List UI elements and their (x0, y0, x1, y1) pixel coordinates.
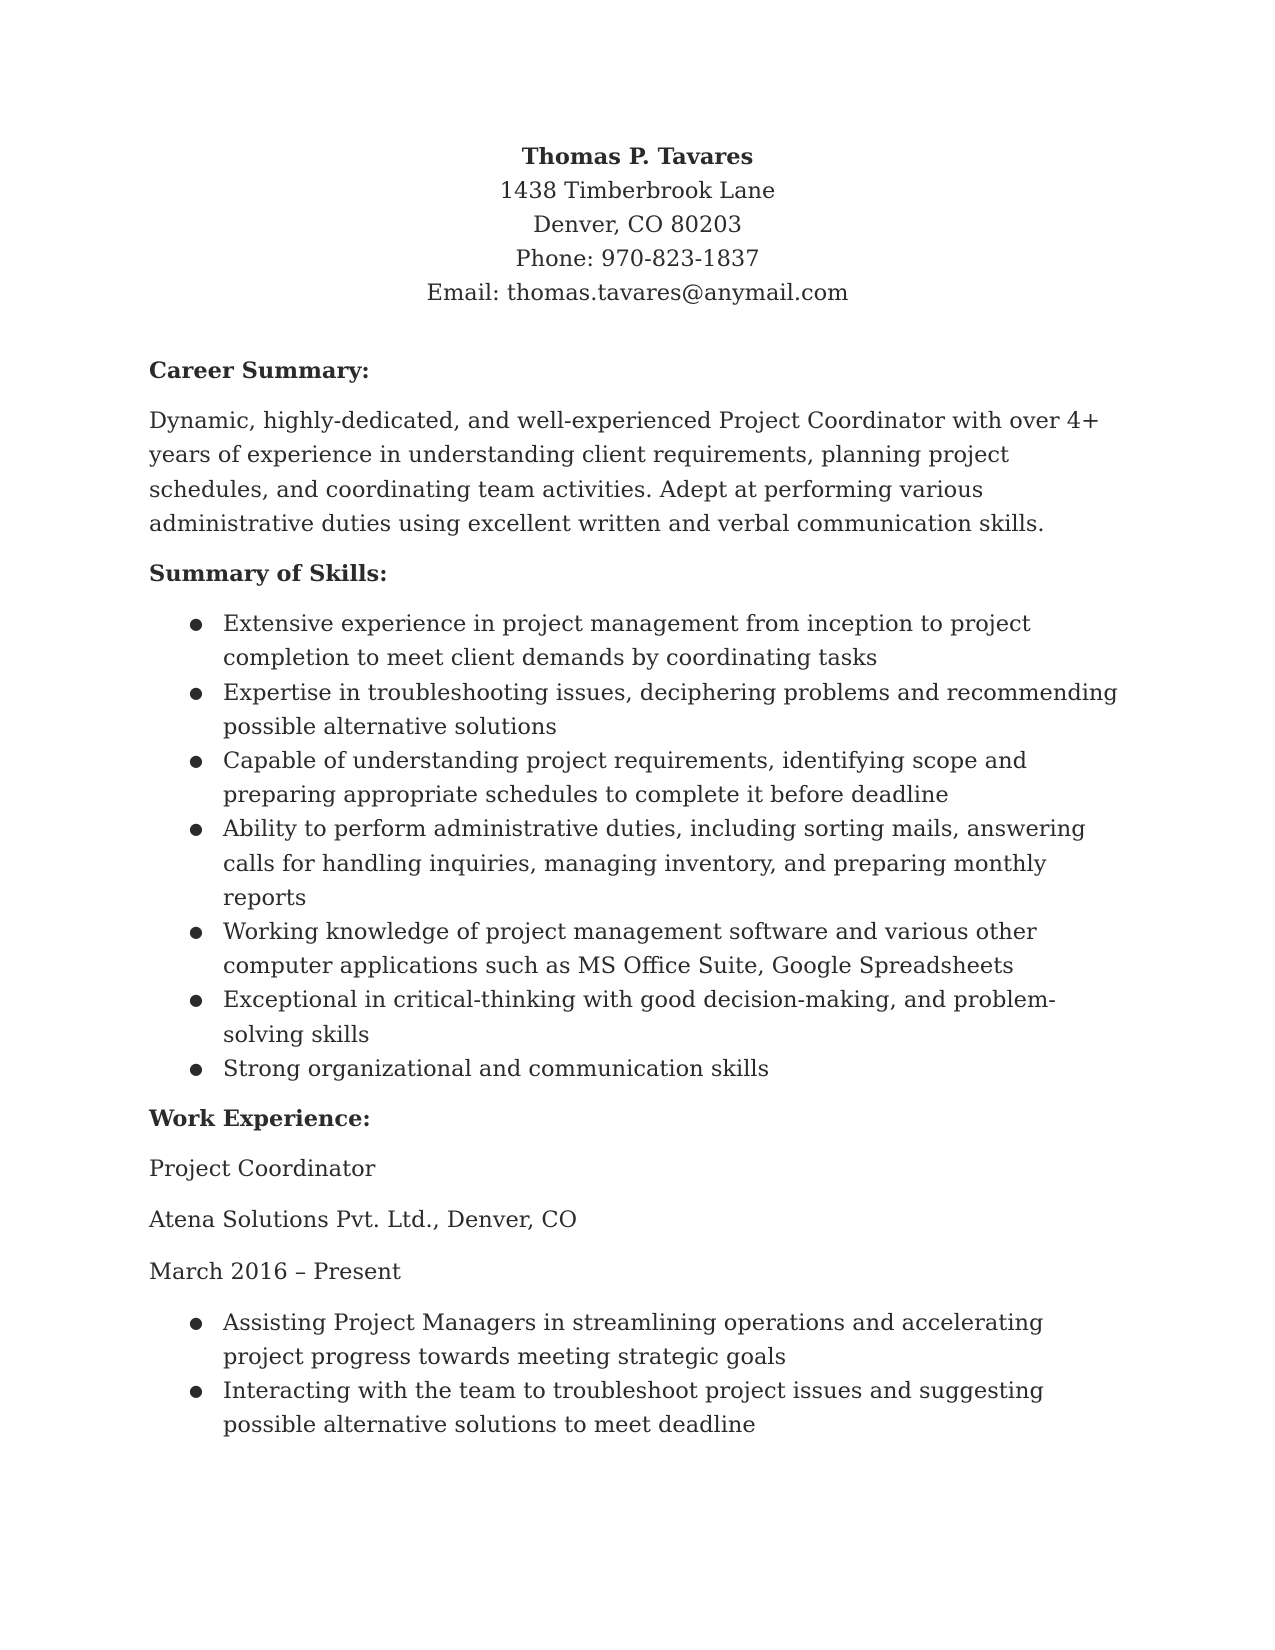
bullet-icon: ● (189, 990, 203, 1010)
skills-list (149, 607, 1129, 1086)
career-summary-text: Dynamic, highly-dedicated, and well-experienced Project Coordinator with over 4+ years of experience in understanding client requirements, planning project schedules, and coordinating team activities. Adept at performing various administrative duties using excellent written and verbal communication skills. (149, 408, 1100, 537)
bullet-icon: ● (189, 1381, 203, 1401)
company-name: Atena Solutions Pvt. Ltd., Denver, CO (149, 1207, 578, 1234)
bullet-icon: ● (189, 682, 203, 702)
skill-text: Exceptional in critical-thinking with good decision-making, and problem-solving skills (223, 987, 1056, 1048)
contact-header (0, 140, 1275, 310)
skill-text: Extensive experience in project management from inception to project completion to meet client demands by coordinating tasks (223, 611, 1031, 672)
work-experience-heading: Work Experience: (149, 1106, 371, 1133)
list-item (149, 607, 1129, 675)
bullet-icon: ● (189, 819, 203, 839)
skill-text: Strong organizational and communication skills (223, 1055, 770, 1082)
skill-text: Expertise in troubleshooting issues, deciphering problems and recommending possible alternative solutions (223, 679, 1118, 740)
duty-text: Interacting with the team to troubleshoot project issues and suggesting possible alternative solutions to meet deadline (223, 1378, 1044, 1439)
list-item (149, 983, 1129, 1051)
bullet-icon: ● (189, 922, 203, 942)
job-title: Project Coordinator (149, 1156, 376, 1183)
email-address: Email: thomas.tavares@anymail.com (426, 280, 849, 306)
bullet-icon: ● (189, 751, 203, 771)
resume-body (149, 354, 1129, 1459)
employment-dates: March 2016 – Present (149, 1258, 401, 1285)
skill-text: Ability to perform administrative duties, including sorting mails, answering calls for handling inquiries, managing inventory, and preparing monthly reports (223, 816, 1086, 911)
address-line-1: 1438 Timberbrook Lane (499, 178, 776, 204)
skills-heading: Summary of Skills: (149, 561, 388, 588)
list-item (149, 1374, 1129, 1442)
bullet-icon: ● (189, 1312, 203, 1332)
work-duties-list (149, 1306, 1129, 1443)
skill-text: Capable of understanding project requirements, identifying scope and preparing appropriate schedules to complete it before deadline (223, 748, 1027, 809)
phone-number: Phone: 970-823-1837 (515, 246, 760, 272)
skill-text: Working knowledge of project management software and various other computer applications such as MS Office Suite, Google Spreadsheets (223, 919, 1037, 980)
list-item (149, 1052, 1129, 1086)
list-item (149, 915, 1129, 983)
list-item (149, 676, 1129, 744)
list-item (149, 812, 1129, 915)
career-summary-heading: Career Summary: (149, 358, 370, 384)
list-item (149, 1306, 1129, 1374)
address-line-2: Denver, CO 80203 (533, 212, 742, 238)
bullet-icon: ● (189, 614, 203, 634)
list-item (149, 744, 1129, 812)
duty-text: Assisting Project Managers in streamlining operations and accelerating project progress towards meeting strategic goals (223, 1309, 1044, 1371)
candidate-name: Thomas P. Tavares (521, 144, 754, 170)
bullet-icon: ● (189, 1058, 203, 1078)
